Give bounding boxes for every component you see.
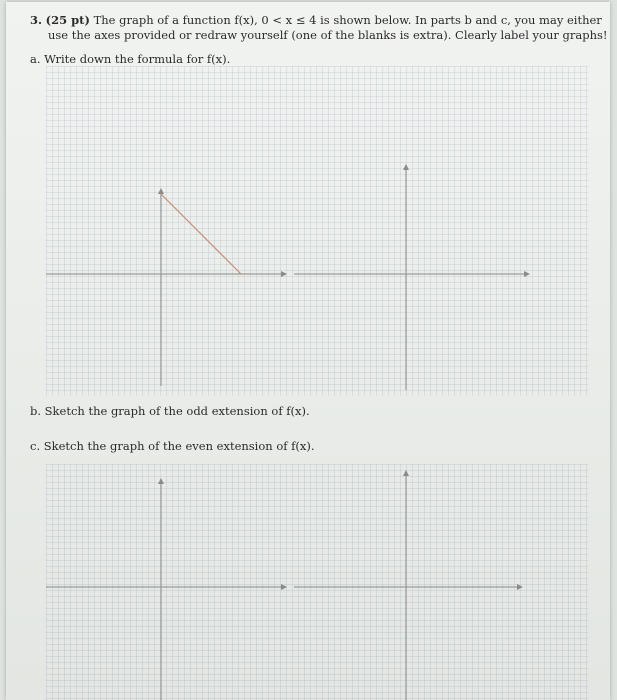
graph-bottom-left-x-arrow: [281, 584, 287, 590]
graph-a-function-segment: [161, 194, 241, 274]
graph-a-x-arrow: [281, 271, 287, 277]
graph-bottom-right-x-arrow: [517, 584, 523, 590]
part-c-prompt: c. Sketch the graph of the even extension of f(x).: [30, 439, 315, 453]
graph-bottom-right-y-arrow: [403, 470, 409, 476]
part-b-prompt: b. Sketch the graph of the odd extension of f(x).: [30, 404, 310, 418]
graph-top-right-x-arrow: [524, 271, 530, 277]
graph-bottom-left-axes: [46, 478, 287, 700]
graph-top-right-y-arrow: [403, 164, 409, 170]
graph-a-y-arrow: [158, 188, 164, 194]
graph-axes-layer: [6, 2, 610, 700]
worksheet-page: [6, 2, 610, 700]
question-points: (25 pt): [45, 13, 90, 27]
graph-top-right-axes: [294, 164, 530, 390]
part-a-prompt: a. Write down the formula for f(x).: [30, 52, 231, 66]
question-text-line-1: The graph of a function f(x), 0 < x ≤ 4 is shown below. In parts b and c, you may either: [93, 13, 602, 27]
question-number: 3.: [30, 13, 43, 27]
graph-bottom-right-axes: [294, 470, 523, 700]
graph-a-axes: [46, 188, 287, 386]
graph-bottom-left-y-arrow: [158, 478, 164, 484]
question-text-line-2: use the axes provided or redraw yourself (one of the blanks is extra). Clearly label your graphs!: [48, 28, 608, 42]
